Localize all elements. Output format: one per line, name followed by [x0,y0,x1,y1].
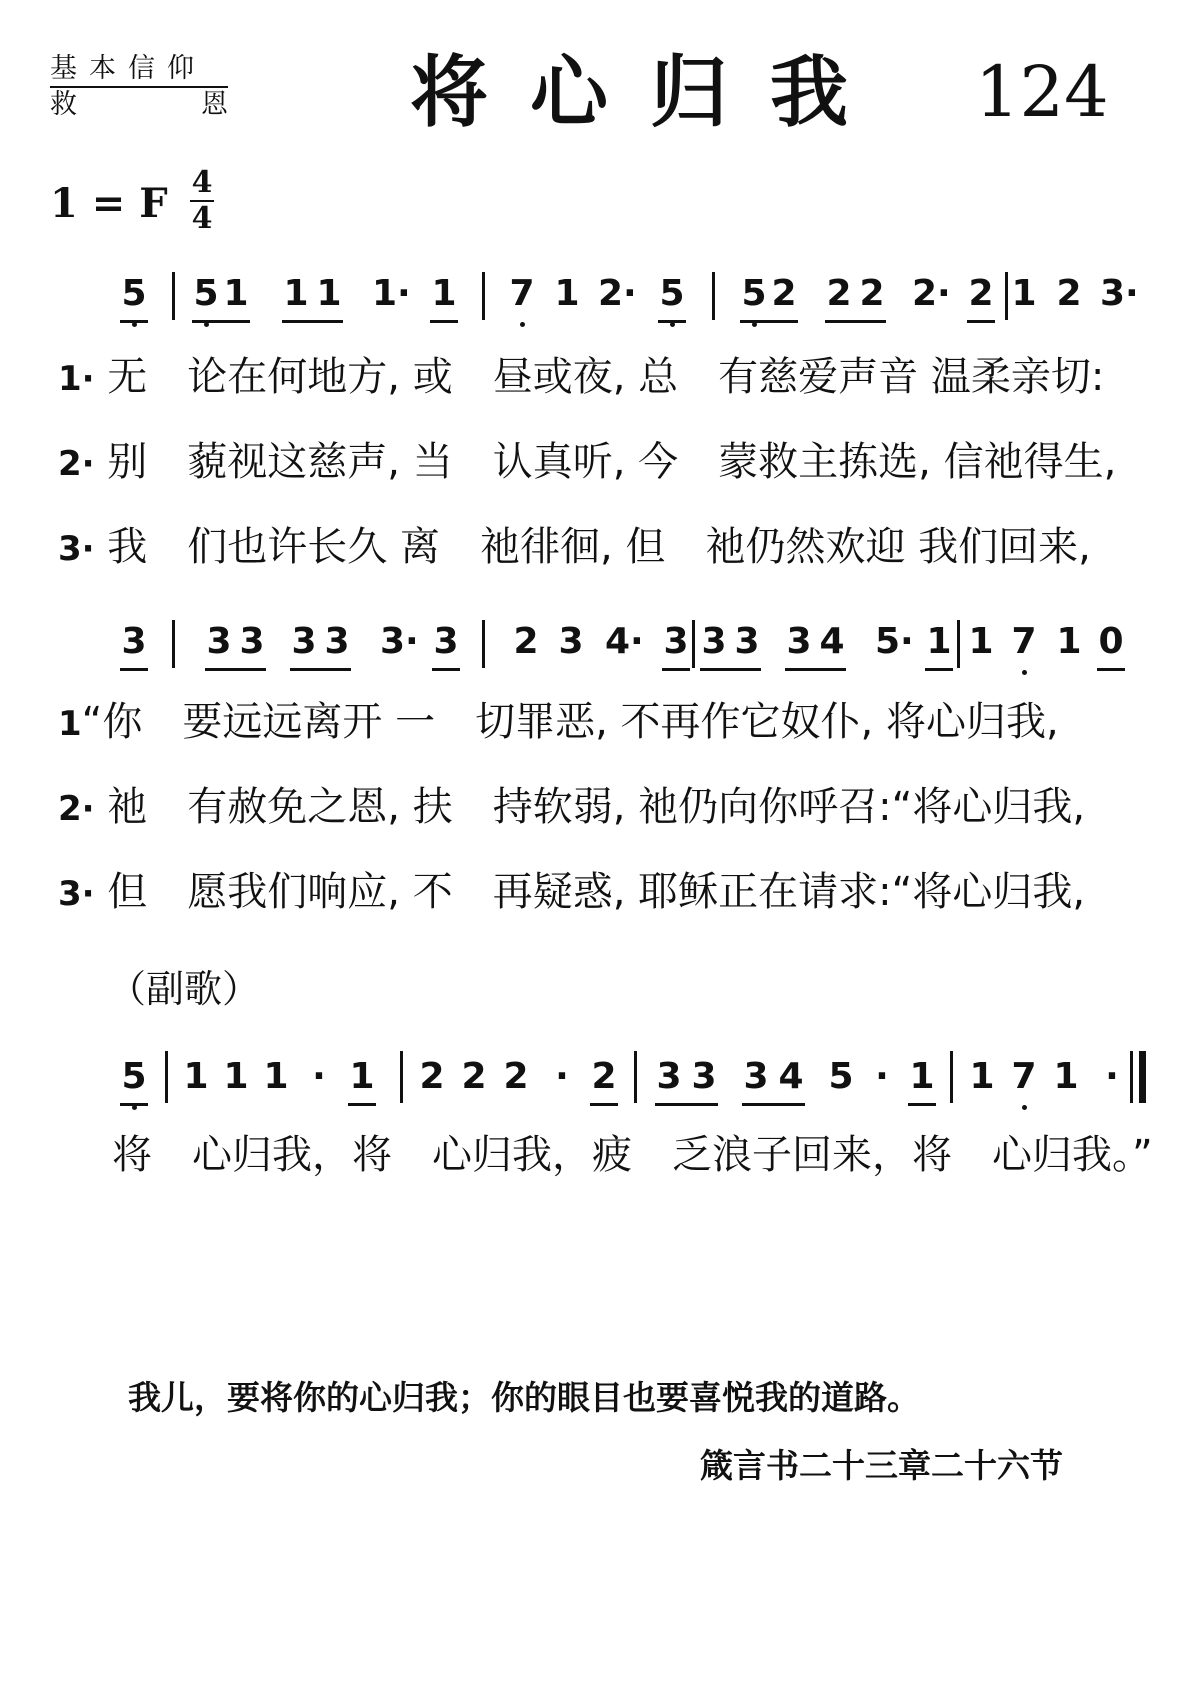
note: 3 [206,621,232,662]
note: 2 [419,1056,445,1097]
underline [205,668,266,671]
underline [925,668,953,671]
note: · [312,1056,326,1097]
note: 2 [591,1056,617,1097]
verse-number: 2· [58,444,95,484]
scripture-reference: 箴言书二十三章二十六节 [700,1446,1063,1485]
note: 3 [324,621,350,662]
note: 1 [909,1056,935,1097]
note: 3 [558,621,584,662]
barline [712,272,715,320]
barline [957,620,960,668]
note: 2 [826,273,852,314]
note: 1 [316,273,342,314]
note: 3 [291,621,317,662]
lyric-line-2-2 [58,782,1085,834]
underline [908,1103,936,1106]
underline [120,320,148,323]
note: 2· [598,273,637,314]
verse-number: 3· [58,874,95,914]
lyric-text: 别 藐视这慈声, 当 认真听, 今 蒙救主拣选, 信祂得生, [107,439,1117,485]
underline [967,320,995,323]
note: 1 [263,1056,289,1097]
note: 3 [663,621,689,662]
barline [400,1051,403,1103]
underline [282,320,343,323]
lyric-text: “你 要远远离开 一 切罪恶, 不再作它奴仆, 将心归我, [81,699,1059,745]
note: 5 [121,273,147,314]
note: 1 [183,1056,209,1097]
barline [950,1051,953,1103]
note: 2 [503,1056,529,1097]
lyric-text: 祂 有赦免之恩, 扶 持软弱, 祂仍向你呼召:“将心归我, [107,784,1086,830]
note: 5 [741,273,767,314]
note: 5 [659,273,685,314]
note: 2 [461,1056,487,1097]
note: · [1105,1056,1119,1097]
lyric-line-2-1 [58,697,1059,749]
note: 1 [968,621,994,662]
time-signature-bottom: 4 [191,201,213,236]
underline [700,668,761,671]
note: 1 [349,1056,375,1097]
note: 7 [1011,621,1037,662]
note: 5· [875,621,914,662]
category-top: 基本信仰 [50,52,228,88]
refrain-label: （副歌） [108,967,261,1011]
underline [1097,668,1125,671]
note: 4 [819,621,845,662]
note: · [555,1056,569,1097]
lyric-line-1-2 [58,437,1116,489]
note: 3 [786,621,812,662]
hymn-number: 124 [975,51,1109,133]
lyric-text: 无 论在何地方, 或 昼或夜, 总 有慈爱声音 温柔亲切: [107,354,1105,400]
note: 2 [1056,273,1082,314]
refrain-lyrics: 将 心归我，将 心归我，疲 乏浪子回来，将 心归我。” [112,1132,1153,1178]
barline [165,1051,168,1103]
underline [348,1103,376,1106]
category-label [50,52,228,122]
underline [655,1103,718,1106]
note: 7 [509,273,535,314]
lyric-text: 但 愿我们响应, 不 再疑惑, 耶稣正在请求:“将心归我, [107,869,1086,915]
category-bottom-left: 救 [50,89,77,120]
note: 3 [734,621,760,662]
note: 1 [1011,273,1037,314]
lyric-line-1-1 [58,352,1104,404]
category-bottom [50,88,228,122]
note: 1· [372,273,411,314]
note: 3· [380,621,419,662]
note: 5 [193,273,219,314]
note: 3 [433,621,459,662]
note: 1 [926,621,952,662]
note: 2 [859,273,885,314]
underline [290,668,351,671]
lyric-text: 我 们也许长久 离 祂徘徊, 但 祂仍然欢迎 我们回来, [107,524,1091,570]
time-signature [190,165,214,236]
note: 1 [283,273,309,314]
note: 3 [743,1056,769,1097]
underline [432,668,460,671]
barline [692,620,695,668]
barline [482,620,485,668]
note: 2 [968,273,994,314]
note: 4· [605,621,644,662]
final-barline-thick [1139,1051,1146,1103]
note: 1 [431,273,457,314]
underline [740,320,798,323]
note: 1 [223,273,249,314]
note: 3 [656,1056,682,1097]
underline [742,1103,805,1106]
underline [825,320,886,323]
note: 5 [121,1056,147,1097]
note: 3· [1100,273,1139,314]
notation-row-3 [0,1055,1150,1115]
barline [634,1051,637,1103]
time-signature-top: 4 [191,165,213,200]
category-bottom-right: 恩 [201,89,228,120]
note: 1 [1053,1056,1079,1097]
verse-number: 1· [58,359,95,399]
underline [662,668,690,671]
note: 4 [778,1056,804,1097]
note: 1 [554,273,580,314]
note: 2· [912,273,951,314]
final-barline-thin [1130,1051,1133,1103]
note: 3 [701,621,727,662]
note: 1 [223,1056,249,1097]
barline [172,620,175,668]
underline [658,320,686,323]
underline [120,1103,148,1106]
verse-number: 1 [58,704,82,744]
note: · [875,1056,889,1097]
scripture-verse: 我儿，要将你的心归我；你的眼目也要喜悦我的道路。 [128,1378,920,1417]
barline [482,272,485,320]
notation-row-2 [0,620,1150,680]
underline [430,320,458,323]
note: 1 [969,1056,995,1097]
lyric-line-1-3 [58,522,1091,574]
underline [120,668,148,671]
barline [1005,272,1008,320]
note: 3 [239,621,265,662]
underline [192,320,250,323]
note: 3 [121,621,147,662]
underline [590,1103,618,1106]
lyric-line-2-3 [58,867,1085,919]
underline [785,668,846,671]
note: 3 [691,1056,717,1097]
note: 7 [1011,1056,1037,1097]
key-signature: 1 = F [50,180,168,227]
notation-row-1 [0,272,1150,332]
note: 1 [1056,621,1082,662]
note: 0 [1098,621,1124,662]
verse-number: 2· [58,789,95,829]
verse-number: 3· [58,529,95,569]
note: 2 [513,621,539,662]
barline [172,272,175,320]
hymn-title: 将心归我 [410,48,891,138]
note: 5 [828,1056,854,1097]
note: 2 [771,273,797,314]
